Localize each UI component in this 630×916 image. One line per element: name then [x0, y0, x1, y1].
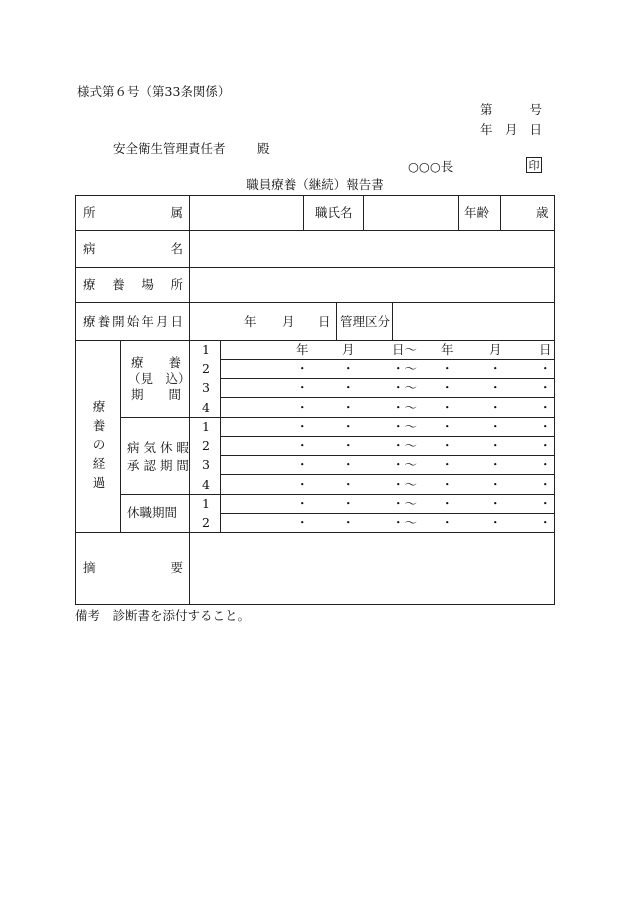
remarks-note: 備考 診断書を添付すること。 [75, 608, 251, 623]
period-date-part: ・ [489, 496, 502, 511]
row-number: 3 [202, 457, 210, 473]
leave-of-absence-label: 休職期間 [127, 505, 178, 520]
period-date-part: ・ [441, 457, 454, 473]
period-date-part: ・〜 [392, 361, 418, 377]
period-date-part: 年 [296, 342, 309, 357]
period-date-part: ・ [489, 476, 502, 492]
place-label [83, 279, 183, 292]
period-date-part: ・ [441, 438, 454, 454]
period-date-part: ・ [342, 399, 355, 415]
document-title: 職員療養（継続）報告書 [246, 177, 384, 192]
label-char: の [92, 437, 106, 452]
recuperation-period-label [128, 355, 191, 403]
period-date-part: ・ [539, 457, 552, 473]
label-char: 養 [112, 277, 125, 292]
row-number: 2 [202, 515, 210, 531]
name-label: 職氏名 [315, 205, 353, 220]
period-date-part: ・ [441, 496, 454, 511]
start-date-label [83, 316, 183, 329]
period-date-part: ・ [441, 380, 454, 396]
date-year: 年 [480, 122, 493, 137]
period-date-part: 日〜 [392, 342, 418, 357]
period-date-part: ・ [296, 380, 309, 396]
label-char: 療 [83, 277, 96, 292]
label-char: 所 [170, 277, 183, 292]
period-date-part: ・ [342, 496, 355, 511]
period-date-part: ・ [296, 361, 309, 377]
period-date-part: ・〜 [392, 399, 418, 415]
period-date-part: ・〜 [392, 476, 418, 492]
summary-label [83, 562, 183, 575]
age-unit: 歳 [536, 205, 549, 220]
label-char: 日 [170, 314, 183, 329]
period-date-part: ・ [441, 399, 454, 415]
number-prefix: 第 [480, 102, 493, 117]
row-number: 3 [202, 380, 210, 396]
period-date-part: ・ [489, 457, 502, 473]
period-date-part: ・ [342, 419, 355, 434]
start-month: 月 [282, 314, 295, 329]
label-char: 場 [141, 277, 154, 292]
period-date-part: ・ [539, 380, 552, 396]
label-char: 所 [83, 205, 96, 220]
period-date-part: ・ [296, 457, 309, 473]
period-date-part: ・ [489, 419, 502, 434]
period-date-part: ・ [539, 419, 552, 434]
period-date-part: ・ [489, 361, 502, 377]
period-date-part: ・〜 [392, 515, 418, 531]
row-number: 4 [202, 399, 210, 415]
label-char: 名 [170, 241, 183, 256]
period-date-part: ・ [489, 399, 502, 415]
sick-leave-period-label [127, 439, 189, 475]
row-number: 1 [202, 419, 210, 434]
addressee-suffix: 殿 [257, 141, 270, 156]
label-char: 摘 [83, 560, 96, 575]
label-line: 病 気 休 暇 [127, 440, 189, 455]
label-char: 過 [92, 475, 106, 490]
row-number: 1 [202, 496, 210, 511]
period-date-part: ・ [539, 399, 552, 415]
label-line: 療 養 [130, 355, 181, 370]
addressee: 安全衛生管理責任者 [113, 141, 226, 156]
label-line: 期 間 [130, 387, 181, 402]
label-char: 始 [126, 314, 140, 329]
period-date-part: ・ [296, 399, 309, 415]
start-year: 年 [244, 314, 257, 329]
period-date-part: 月 [489, 342, 502, 357]
period-date-part: ・ [539, 496, 552, 511]
label-char: 療 [92, 399, 106, 414]
period-date-part: ・ [342, 361, 355, 377]
period-date-part: ・ [342, 476, 355, 492]
seal-mark: 印 [526, 157, 542, 173]
period-date-part: ・〜 [392, 419, 418, 434]
period-date-part: ・〜 [392, 438, 418, 454]
period-date-part: ・ [342, 438, 355, 454]
label-char: 養 [92, 418, 106, 433]
period-date-part: ・ [539, 438, 552, 454]
label-char: 開 [112, 314, 125, 329]
period-date-part: ・ [296, 476, 309, 492]
period-date-part: ・ [342, 515, 355, 531]
label-char: 要 [170, 560, 183, 575]
date-day: 日 [529, 122, 542, 137]
number-suffix: 号 [529, 102, 542, 117]
period-date-part: ・ [342, 457, 355, 473]
label-char: 病 [83, 241, 96, 256]
period-date-part: ・ [441, 419, 454, 434]
period-date-part: ・ [539, 361, 552, 377]
label-line: 承 認 期 間 [127, 458, 189, 473]
period-date-part: 月 [342, 342, 355, 357]
period-date-part: ・〜 [392, 380, 418, 396]
period-date-part: ・ [539, 515, 552, 531]
period-date-part: ・ [296, 515, 309, 531]
label-char: 月 [155, 314, 169, 329]
row-number: 4 [202, 476, 210, 492]
label-line: （見 込） [128, 371, 191, 386]
period-date-part: 日 [539, 342, 552, 357]
period-date-part: ・ [296, 438, 309, 454]
age-label: 年齢 [464, 205, 490, 220]
label-char: 療 [83, 314, 96, 329]
start-day: 日 [318, 314, 331, 329]
progress-label [92, 397, 106, 492]
period-date-part: ・〜 [392, 496, 418, 511]
row-number: 1 [202, 342, 210, 357]
sender: ○○○長 [408, 159, 454, 174]
management-category-label: 管理区分 [340, 314, 391, 329]
report-table [75, 195, 555, 605]
label-char: 養 [97, 314, 111, 329]
label-char: 年 [141, 314, 154, 329]
period-date-part: ・ [441, 515, 454, 531]
affiliation-label [83, 207, 183, 220]
row-number: 2 [202, 438, 210, 454]
period-date-part: ・ [342, 380, 355, 396]
row-number: 2 [202, 361, 210, 377]
period-date-part: ・ [489, 380, 502, 396]
period-date-part: ・ [296, 419, 309, 434]
period-date-part: ・ [539, 476, 552, 492]
period-date-part: ・ [441, 361, 454, 377]
disease-label [83, 243, 183, 256]
period-date-part: ・ [489, 438, 502, 454]
date-month: 月 [505, 122, 518, 137]
form-number: 様式第６号（第33条関係） [77, 84, 231, 99]
period-date-part: ・〜 [392, 457, 418, 473]
period-date-part: ・ [441, 476, 454, 492]
period-date-part: ・ [489, 515, 502, 531]
period-date-part: ・ [296, 496, 309, 511]
label-char: 属 [170, 205, 183, 220]
period-date-part: 年 [441, 342, 454, 357]
label-char: 経 [92, 456, 106, 471]
